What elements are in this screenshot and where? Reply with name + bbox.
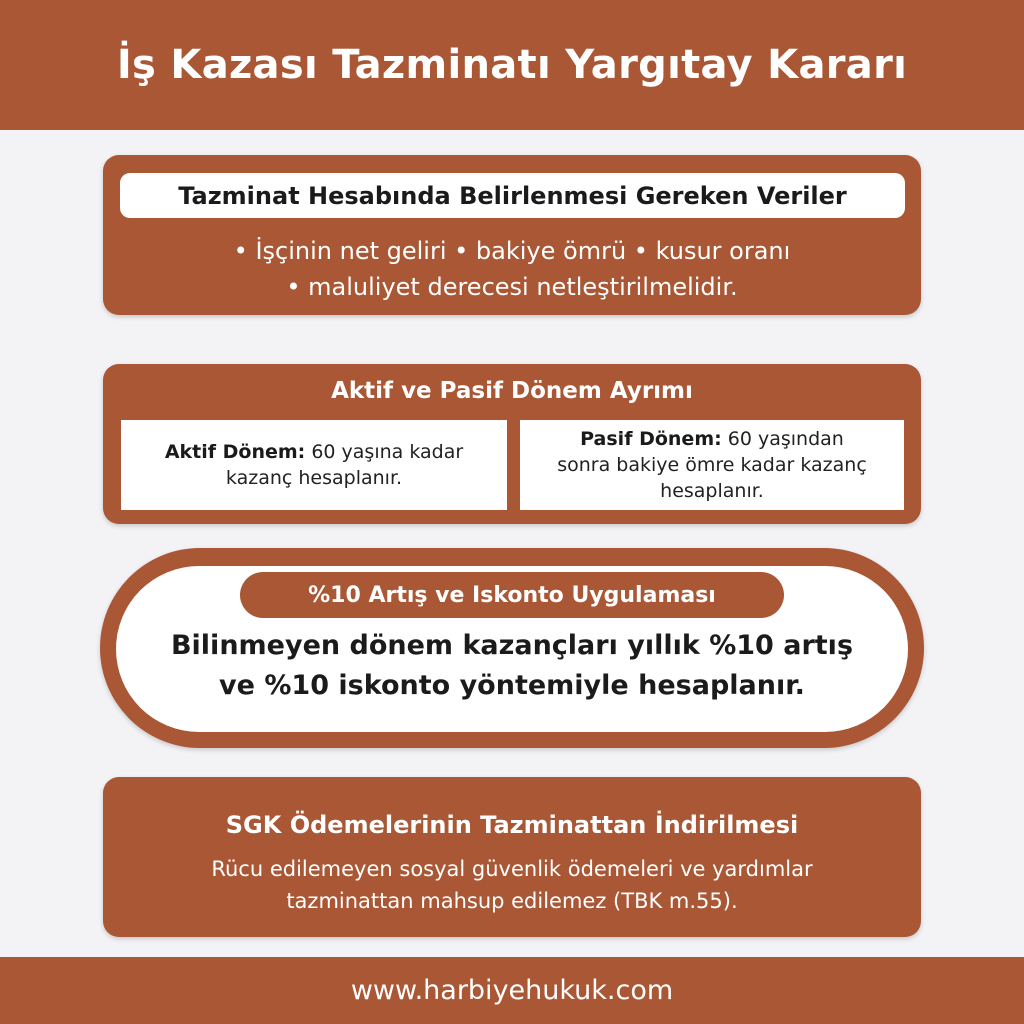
active-period-box bbox=[121, 420, 507, 510]
increase-discount-heading: %10 Artış ve Iskonto Uygulaması bbox=[308, 582, 716, 608]
sgk-deduction-heading: SGK Ödemelerinin Tazminattan İndirilmesi bbox=[225, 811, 799, 839]
increase-discount-card bbox=[100, 548, 924, 748]
header-banner bbox=[0, 0, 1024, 130]
data-requirements-list bbox=[103, 233, 921, 305]
increase-discount-line-1: Bilinmeyen dönem kazançları yıllık %10 artış bbox=[170, 630, 854, 661]
page-title: İş Kazası Tazminatı Yargıtay Kararı bbox=[116, 42, 908, 88]
website-link[interactable]: www.harbiyehukuk.com bbox=[350, 975, 674, 1006]
period-distinction-heading: Aktif ve Pasif Dönem Ayrımı bbox=[331, 378, 693, 404]
sgk-deduction-line-2: tazminattan mahsup edilemez (TBK m.55). bbox=[286, 889, 738, 913]
sgk-deduction-card bbox=[103, 777, 921, 937]
active-period-label: Aktif Dönem: bbox=[164, 441, 306, 463]
data-requirements-heading: Tazminat Hesabında Belirlenmesi Gereken Veriler bbox=[178, 181, 847, 210]
footer-banner bbox=[0, 957, 1024, 1024]
data-requirements-line-2: • maluliyet derecesi netleştirilmelidir. bbox=[286, 273, 738, 301]
period-distinction-card bbox=[103, 364, 921, 524]
passive-period-label: Pasif Dönem: bbox=[580, 428, 722, 450]
increase-discount-line-2: ve %10 iskonto yöntemiyle hesaplanır. bbox=[219, 670, 805, 701]
passive-period-box bbox=[520, 420, 904, 510]
increase-discount-heading-pill bbox=[240, 572, 784, 618]
data-requirements-line-1: • İşçinin net geliri • bakiye ömrü • kusur oranı bbox=[233, 237, 791, 265]
sgk-deduction-text bbox=[103, 853, 921, 917]
active-period-text: 60 yaşına kadar kazanç hesaplanır. bbox=[225, 441, 464, 489]
passive-period-text: 60 yaşından sonra bakiye ömre kadar kazanç hesaplanır. bbox=[557, 428, 867, 502]
data-requirements-card bbox=[103, 155, 921, 315]
data-requirements-heading-pill bbox=[120, 173, 905, 218]
increase-discount-message bbox=[100, 626, 924, 706]
sgk-deduction-line-1: Rücu edilemeyen sosyal güvenlik ödemeleri ve yardımlar bbox=[211, 857, 813, 881]
